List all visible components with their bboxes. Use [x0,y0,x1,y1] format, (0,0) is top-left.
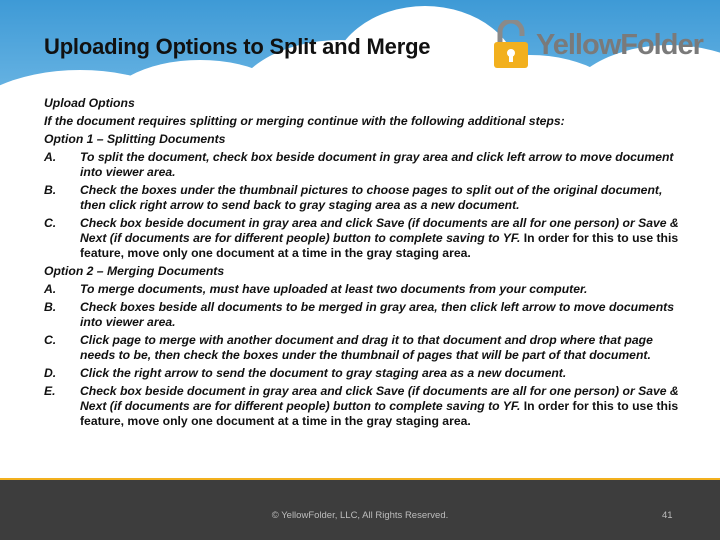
list-text-regular: In order for this to use this feature, move only one document at a time in the gray staging area. [80,231,679,260]
list-letter: D. [44,366,57,380]
list-text: Check box beside document in gray area and click Save (if documents are all for one person) or Save & Next (if documents are for different people) button to complete saving to YF. [80,384,679,413]
page-number: 41 [662,510,673,521]
list-letter: B. [44,183,57,197]
list-item [44,366,684,381]
list-letter: B. [44,300,57,314]
logo-wordmark: YellowFolder [536,28,703,61]
list-letter: E. [44,384,56,398]
list-text: Check boxes beside all documents to be merged in gray area, then click left arrow to move documents into viewer area. [80,300,674,329]
list-text: Click the right arrow to send the document to gray staging area as a new document. [80,366,567,380]
section-heading: Upload Options [44,96,135,110]
list-item [44,282,684,297]
option1-title: Option 1 – Splitting Documents [44,132,226,146]
list-letter: A. [44,150,57,164]
copyright-text: © YellowFolder, LLC, All Rights Reserved. [271,510,449,521]
list-item [44,216,684,261]
logo [492,20,703,70]
list-text: Check the boxes under the thumbnail pictures to choose pages to split out of the original document, then click right arrow to send back to gray staging area as a new document. [80,183,663,212]
footer [0,480,720,540]
list-item [44,384,684,429]
list-letter: C. [44,333,57,347]
slide-title: Uploading Options to Split and Merge [44,34,431,59]
list-text: Check box beside document in gray area and click Save (if documents are all for one person) or Save & Next (if documents are for different people) button to complete saving to YF. [80,216,679,245]
list-letter: C. [44,216,57,230]
list-text-regular: In order for this to use this feature, move only one document at a time in the gray staging area. [80,399,679,428]
list-item [44,183,684,213]
option2-title: Option 2 – Merging Documents [44,264,225,278]
padlock-icon [492,20,530,70]
list-text: To merge documents, must have uploaded at least two documents from your computer. [80,282,588,296]
list-item [44,150,684,180]
list-letter: A. [44,282,57,296]
list-text: To split the document, check box beside document in gray area and click left arrow to move document into viewer area. [80,150,674,179]
slide-body [44,96,684,432]
intro-text: If the document requires splitting or merging continue with the following additional steps: [44,114,565,128]
list-text: Click page to merge with another document and drag it to that document and drop where that page needs to be, then check the boxes under the thumbnail of pages that will be part of that document. [80,333,653,362]
list-item [44,333,684,363]
list-item [44,300,684,330]
